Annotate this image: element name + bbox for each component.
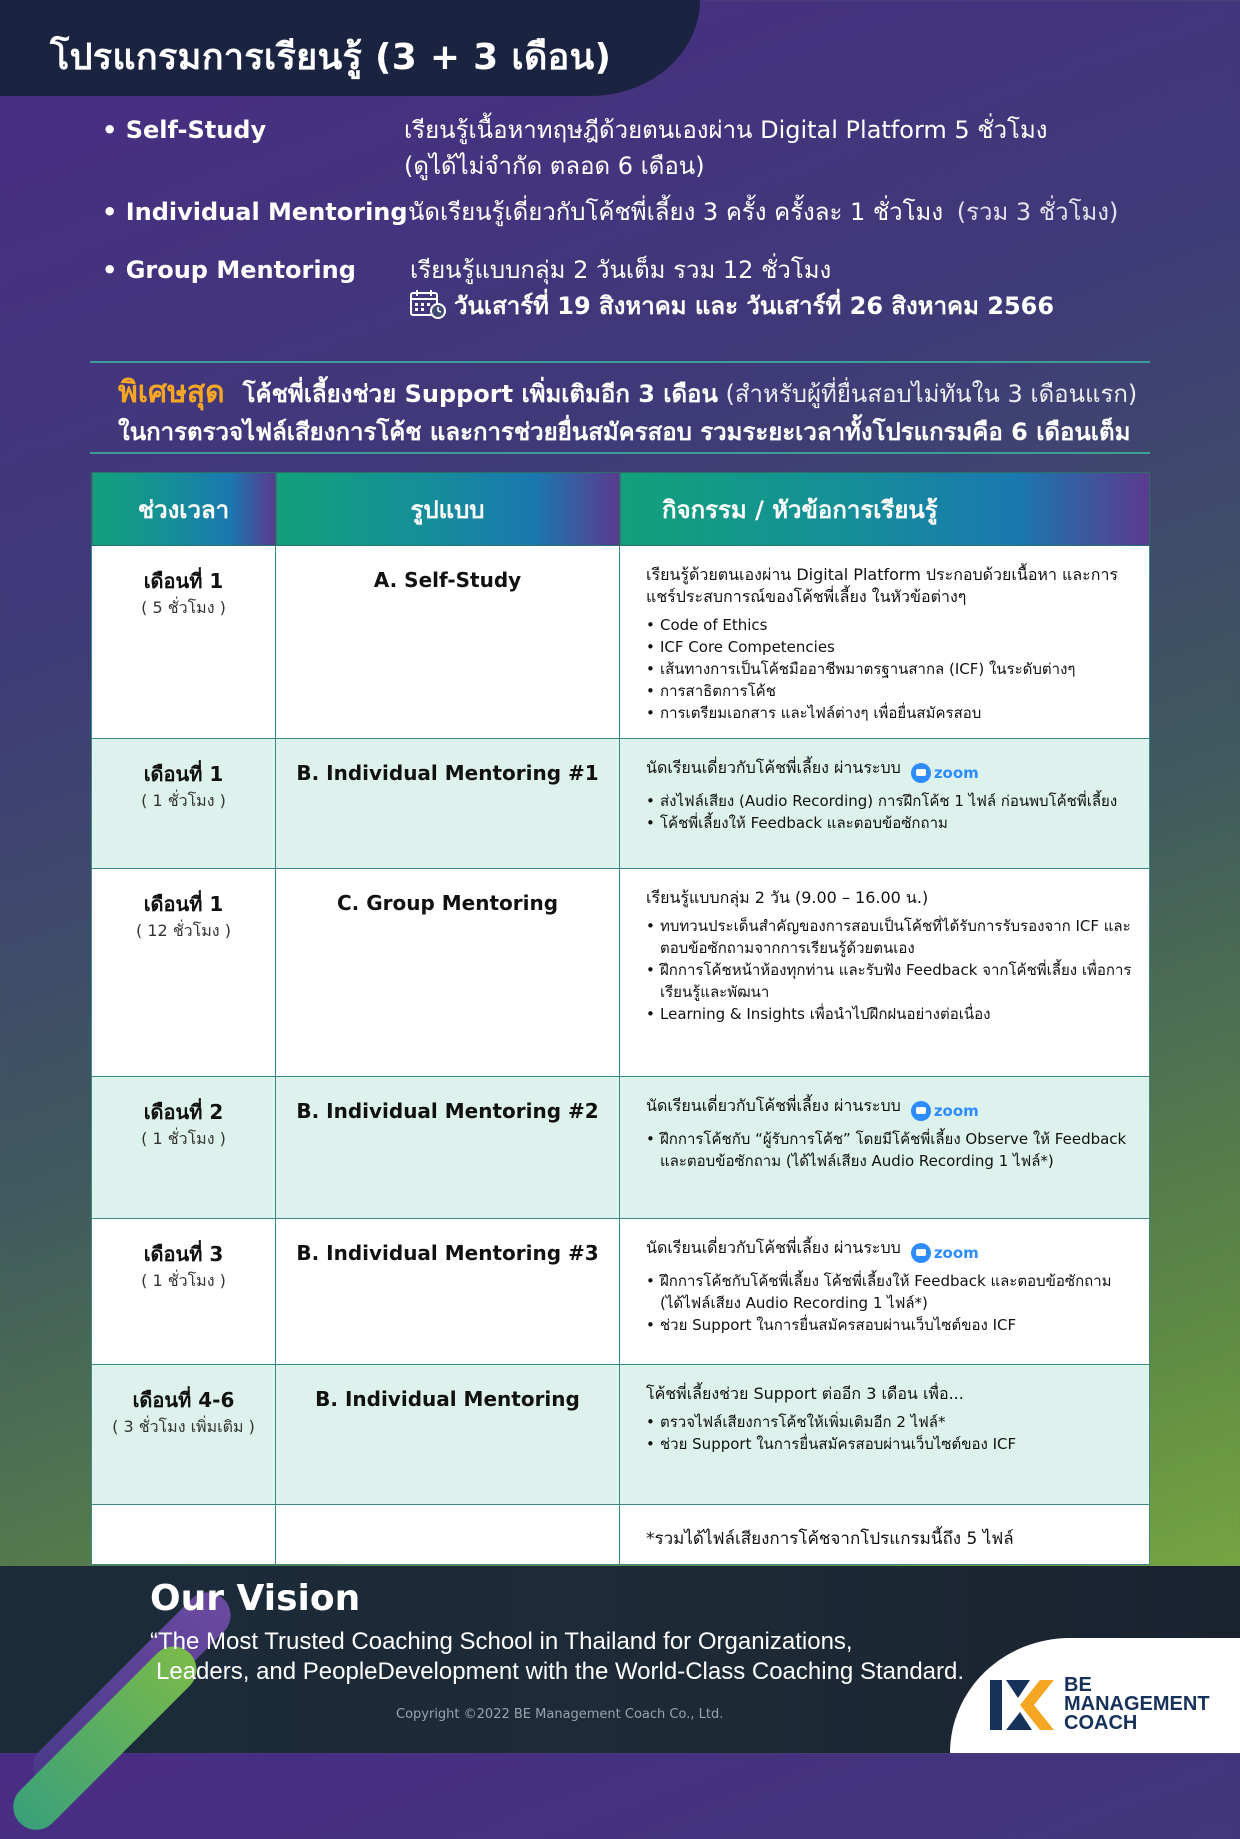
program-label: • Individual Mentoring (102, 198, 408, 226)
period-label: เดือนที่ 1 (143, 892, 224, 916)
format-cell: B. Individual Mentoring #3 (276, 1219, 620, 1365)
header-format: รูปแบบ (276, 473, 620, 546)
special-bold: โค้ชพี่เลี้ยงช่วย Support เพิ่มเติมอีก 3 เดือน (242, 380, 718, 408)
zoom-label: zoom (933, 1243, 979, 1262)
period-label: เดือนที่ 2 (143, 1100, 224, 1124)
logo-line2: MANAGEMENT (1064, 1693, 1210, 1715)
activity-list (646, 1128, 1133, 1172)
activity-cell (620, 1219, 1150, 1365)
program-desc (408, 194, 1162, 230)
activity-list (646, 1411, 1133, 1455)
program-self-study (102, 112, 1162, 194)
zoom-label: zoom (933, 763, 979, 782)
period-cell (92, 869, 276, 1077)
zoom-camera-icon (911, 1101, 931, 1121)
activity-cell (620, 869, 1150, 1077)
format-cell: C. Group Mentoring (276, 869, 620, 1077)
program-desc-note: (รวม 3 ชั่วโมง) (956, 198, 1119, 226)
list-item: • ช่วย Support ในการยื่นสมัครสอบผ่านเว็บไซต์ของ ICF (646, 1314, 1133, 1336)
zoom-camera-icon (911, 763, 931, 783)
activity-intro (646, 1383, 1133, 1405)
zoom-label: zoom (933, 1101, 979, 1120)
activity-list (646, 915, 1133, 1025)
table-row (92, 1219, 1150, 1365)
period-hours: ( 1 ชั่วโมง ) (141, 1129, 226, 1148)
format-cell: B. Individual Mentoring (276, 1365, 620, 1505)
period-cell (92, 1219, 276, 1365)
table-header-row (92, 473, 1150, 546)
program-dates (410, 288, 1162, 329)
period-hours: ( 12 ชั่วโมง ) (136, 921, 231, 940)
activity-intro-text: เรียนรู้แบบกลุ่ม 2 วัน (9.00 – 16.00 น.) (646, 888, 929, 907)
program-desc (404, 112, 1162, 184)
activity-list (646, 790, 1133, 834)
activity-list (646, 614, 1133, 724)
period-label: เดือนที่ 1 (143, 569, 224, 593)
logo-line1: BE (1064, 1674, 1092, 1696)
activity-cell (620, 546, 1150, 739)
list-item: • ฝึกการโค้ชกับ “ผู้รับการโค้ช” โดยมีโค้ชพี่เลี้ยง Observe ให้ Feedback และตอบข้อซักถาม (ได้ไฟล์เสียง Audio Recording 1 ไฟล์*) (646, 1128, 1133, 1172)
calendar-icon (410, 289, 446, 329)
zoom-logo-icon (911, 762, 979, 784)
footnote: *รวมได้ไฟล์เสียงการโค้ชจากโปรแกรมนี้ถึง 5 ไฟล์ (620, 1505, 1150, 1565)
page-title: โปรแกรมการเรียนรู้ (3 + 3 เดือน) (50, 37, 612, 78)
period-cell (92, 1365, 276, 1505)
activity-intro (646, 1237, 1133, 1264)
logo-line3: COACH (1064, 1712, 1138, 1734)
logo-text (1064, 1676, 1210, 1733)
vision-quote-line2: Leaders, and PeopleDevelopment with the World-Class Coaching Standard. (156, 1658, 965, 1685)
list-item: • ฝึกการโค้ชกับโค้ชพี่เลี้ยง โค้ชพี่เลี้ยงให้ Feedback และตอบข้อซักถาม (ได้ไฟล์เสียง Audio Recording 1 ไฟล์*) (646, 1270, 1133, 1314)
period-cell (92, 739, 276, 869)
special-offer (118, 374, 1148, 451)
special-line2: ในการตรวจไฟล์เสียงการโค้ช และการช่วยยื่นสมัครสอบ รวมระยะเวลาทั้งโปรแกรมคือ 6 เดือนเต็ม (118, 418, 1131, 446)
program-desc-line2: (ดูได้ไม่จำกัด ตลอด 6 เดือน) (404, 152, 705, 180)
period-hours: ( 1 ชั่วโมง ) (141, 791, 226, 810)
list-item: • ICF Core Competencies (646, 636, 1133, 658)
divider-top (90, 361, 1150, 363)
vision-title: Our Vision (150, 1578, 361, 1619)
special-tag: พิเศษสุด (118, 375, 225, 410)
divider-bottom (90, 452, 1150, 454)
activity-intro (646, 757, 1133, 784)
period-hours: ( 3 ชั่วโมง เพิ่มเติม ) (112, 1417, 255, 1436)
table-row (92, 739, 1150, 869)
list-item: • ทบทวนประเด็นสำคัญของการสอบเป็นโค้ชที่ได้รับการรับรองจาก ICF และตอบข้อซักถามจากการเรียนรู้ด้วยตนเอง (646, 915, 1133, 959)
schedule-table (91, 472, 1150, 1565)
activity-intro-text: นัดเรียนเดี่ยวกับโค้ชพี่เลี้ยง ผ่านระบบ (646, 1096, 901, 1115)
activity-cell (620, 739, 1150, 869)
activity-intro-text: เรียนรู้ด้วยตนเองผ่าน Digital Platform ประกอบด้วยเนื้อหา และการแชร์ประสบการณ์ของโค้ชพี่เลี้ยง ในหัวข้อต่างๆ (646, 565, 1119, 606)
list-item: • ตรวจไฟล์เสียงการโค้ชให้เพิ่มเติมอีก 2 ไฟล์* (646, 1411, 1133, 1433)
activity-intro (646, 1095, 1133, 1122)
activity-intro (646, 564, 1133, 608)
program-group-mentoring (102, 252, 1162, 342)
copyright: Copyright ©2022 BE Management Coach Co., Ltd. (396, 1707, 724, 1722)
program-individual-mentoring (102, 194, 1162, 252)
program-desc-line1: นัดเรียนรู้เดี่ยวกับโค้ชพี่เลี้ยง 3 ครั้ง ครั้งละ 1 ชั่วโมง (408, 198, 944, 226)
table-row (92, 1077, 1150, 1219)
special-note: (สำหรับผู้ที่ยื่นสอบไม่ทันใน 3 เดือนแรก) (725, 380, 1138, 408)
format-cell: A. Self-Study (276, 546, 620, 739)
footnote-row (92, 1505, 1150, 1565)
activity-intro (646, 887, 1133, 909)
activity-intro-text: โค้ชพี่เลี้ยงช่วย Support ต่ออีก 3 เดือน เพื่อ... (646, 1384, 964, 1403)
program-list (102, 112, 1162, 342)
vision-quote-line1: “The Most Trusted Coaching School in Thailand for Organizations, (150, 1628, 853, 1655)
activity-list (646, 1270, 1133, 1336)
list-item: • Code of Ethics (646, 614, 1133, 636)
list-item: • เส้นทางการเป็นโค้ชมืออาชีพมาตรฐานสากล (ICF) ในระดับต่างๆ (646, 658, 1133, 680)
activity-intro-text: นัดเรียนเดี่ยวกับโค้ชพี่เลี้ยง ผ่านระบบ (646, 1238, 901, 1257)
title-bar (0, 0, 700, 96)
table-row (92, 1365, 1150, 1505)
list-item: • การสาธิตการโค้ช (646, 680, 1133, 702)
vision-quote (150, 1627, 970, 1687)
format-cell: B. Individual Mentoring #1 (276, 739, 620, 869)
header-period: ช่วงเวลา (92, 473, 276, 546)
list-item: • การเตรียมเอกสาร และไฟล์ต่างๆ เพื่อยื่นสมัครสอบ (646, 702, 1133, 724)
zoom-logo-icon (911, 1242, 979, 1264)
program-desc (410, 252, 1162, 329)
period-hours: ( 5 ชั่วโมง ) (141, 598, 226, 617)
period-cell (92, 546, 276, 739)
table-row (92, 546, 1150, 739)
program-desc-line1: เรียนรู้แบบกลุ่ม 2 วันเต็ม รวม 12 ชั่วโมง (410, 256, 832, 284)
zoom-logo-icon (911, 1100, 979, 1122)
program-dates-text: วันเสาร์ที่ 19 สิงหาคม และ วันเสาร์ที่ 26 สิงหาคม 2566 (454, 292, 1055, 320)
list-item: • ฝึกการโค้ชหน้าห้องทุกท่าน และรับฟัง Feedback จากโค้ชพี่เลี้ยง เพื่อการเรียนรู้และพัฒนา (646, 959, 1133, 1003)
list-item: • ส่งไฟล์เสียง (Audio Recording) การฝึกโค้ช 1 ไฟล์ ก่อนพบโค้ชพี่เลี้ยง (646, 790, 1133, 812)
table-row (92, 869, 1150, 1077)
activity-intro-text: นัดเรียนเดี่ยวกับโค้ชพี่เลี้ยง ผ่านระบบ (646, 758, 901, 777)
be-logo-icon (990, 1678, 1056, 1736)
activity-cell (620, 1365, 1150, 1505)
schedule-body (92, 546, 1150, 1565)
zoom-camera-icon (911, 1243, 931, 1263)
special-line1 (118, 374, 1148, 413)
header-activity: กิจกรรม / หัวข้อการเรียนรู้ (620, 473, 1150, 546)
period-hours: ( 1 ชั่วโมง ) (141, 1271, 226, 1290)
program-label: • Group Mentoring (102, 256, 356, 284)
list-item: • โค้ชพี่เลี้ยงให้ Feedback และตอบข้อซักถาม (646, 812, 1133, 834)
list-item: • Learning & Insights เพื่อนำไปฝึกฝนอย่างต่อเนื่อง (646, 1003, 1133, 1025)
program-label: • Self-Study (102, 116, 267, 144)
list-item: • ช่วย Support ในการยื่นสมัครสอบผ่านเว็บไซต์ของ ICF (646, 1433, 1133, 1455)
empty-cell (92, 1505, 276, 1565)
format-cell: B. Individual Mentoring #2 (276, 1077, 620, 1219)
activity-cell (620, 1077, 1150, 1219)
period-label: เดือนที่ 3 (143, 1242, 224, 1266)
period-label: เดือนที่ 4-6 (132, 1388, 235, 1412)
empty-cell (276, 1505, 620, 1565)
period-cell (92, 1077, 276, 1219)
period-label: เดือนที่ 1 (143, 762, 224, 786)
program-desc-line1: เรียนรู้เนื้อหาทฤษฎีด้วยตนเองผ่าน Digital Platform 5 ชั่วโมง (404, 116, 1048, 144)
